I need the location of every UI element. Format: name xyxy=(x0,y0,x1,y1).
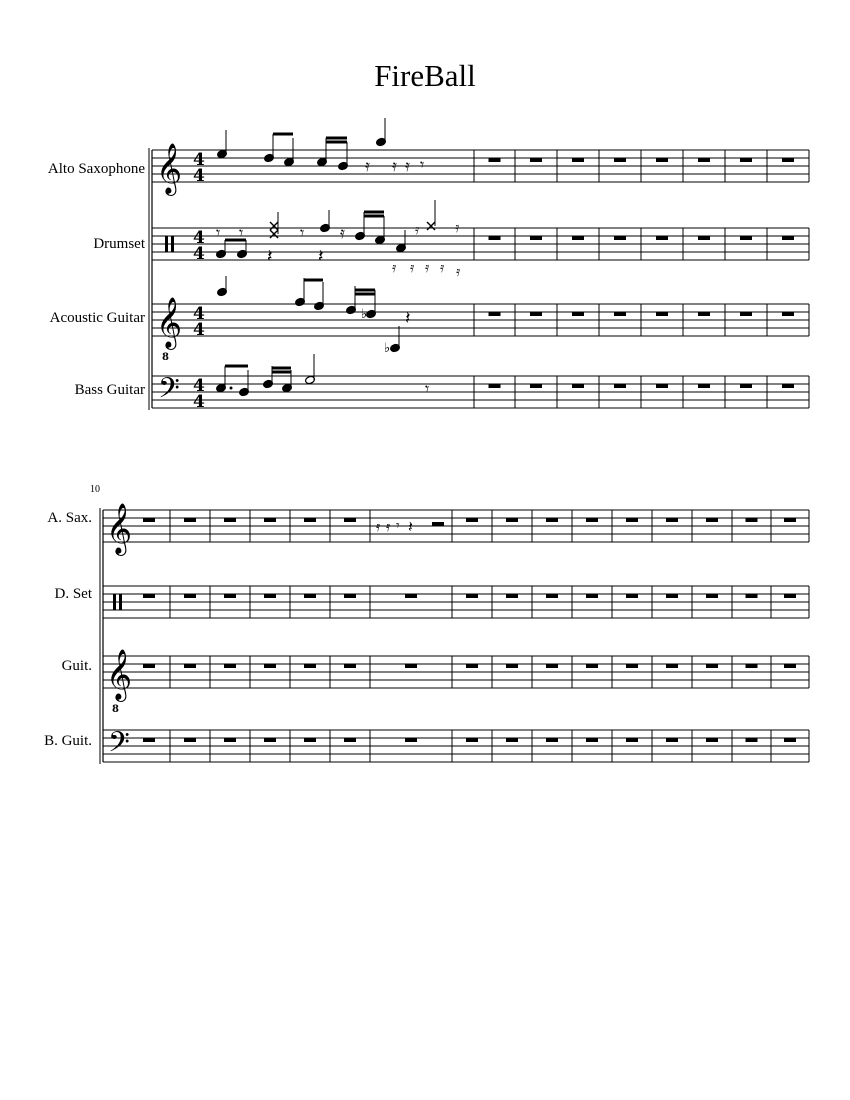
staff-system2-0 xyxy=(103,510,809,542)
sixteenth-rest: 𝄿 xyxy=(376,519,381,535)
whole-rest xyxy=(706,664,718,668)
whole-rest xyxy=(614,384,626,388)
whole-rest xyxy=(466,594,478,598)
octave-mark: 8 xyxy=(112,704,119,715)
time-signature-denominator: 4 xyxy=(193,166,205,186)
whole-rest xyxy=(143,594,155,598)
staff-label-drumset: Drumset xyxy=(93,236,145,252)
whole-rest xyxy=(405,594,417,598)
sixteenth-rest: 𝄿 xyxy=(365,156,370,175)
whole-rest xyxy=(143,664,155,668)
whole-rest xyxy=(740,384,752,388)
staff-system2-1 xyxy=(103,586,809,618)
whole-rest xyxy=(506,664,518,668)
whole-rest xyxy=(572,384,584,388)
whole-rest xyxy=(546,664,558,668)
whole-rest xyxy=(626,594,638,598)
whole-rest xyxy=(586,518,598,522)
whole-rest xyxy=(489,384,501,388)
sixteenth-rest: 𝄿 xyxy=(340,223,345,242)
staff-system2-2 xyxy=(103,656,809,688)
whole-rest xyxy=(698,312,710,316)
staff-system2-3 xyxy=(103,730,809,762)
whole-rest xyxy=(784,738,796,742)
sixteenth-rest: 𝄿 xyxy=(425,260,430,276)
whole-rest xyxy=(405,738,417,742)
whole-rest xyxy=(656,312,668,316)
measure-number: 10 xyxy=(90,484,100,495)
time-signature-numerator: 4 xyxy=(193,376,205,396)
sixteenth-rest: 𝄿 xyxy=(410,260,415,276)
whole-rest xyxy=(530,158,542,162)
whole-rest xyxy=(626,738,638,742)
whole-rest xyxy=(506,594,518,598)
time-signature-numerator: 4 xyxy=(193,304,205,324)
whole-rest xyxy=(466,664,478,668)
whole-rest xyxy=(344,664,356,668)
staff-label-a-sax: A. Sax. xyxy=(47,510,92,526)
whole-rest xyxy=(184,664,196,668)
whole-rest xyxy=(546,594,558,598)
whole-rest xyxy=(626,518,638,522)
time-signature-denominator: 4 xyxy=(193,392,205,412)
sixteenth-rest: 𝄿 xyxy=(415,222,420,238)
whole-rest xyxy=(304,594,316,598)
sixteenth-rest: 𝄿 xyxy=(405,156,410,175)
quarter-rest: 𝄽 xyxy=(267,246,273,267)
treble-clef-icon: 𝄞 xyxy=(106,649,133,700)
whole-rest xyxy=(344,738,356,742)
whole-rest xyxy=(586,738,598,742)
whole-rest xyxy=(264,738,276,742)
whole-rest xyxy=(489,236,501,240)
whole-rest xyxy=(304,738,316,742)
whole-rest xyxy=(586,594,598,598)
whole-rest xyxy=(344,594,356,598)
whole-rest xyxy=(304,518,316,522)
eighth-rest: 𝄾 xyxy=(425,379,430,398)
time-signature-denominator: 4 xyxy=(193,320,205,340)
whole-rest xyxy=(626,664,638,668)
percussion-clef-icon xyxy=(171,236,174,252)
whole-rest xyxy=(666,518,678,522)
whole-rest xyxy=(586,664,598,668)
whole-rest xyxy=(784,518,796,522)
whole-rest xyxy=(572,236,584,240)
whole-rest xyxy=(614,158,626,162)
score-title: FireBall xyxy=(374,58,476,93)
whole-rest xyxy=(746,594,758,598)
whole-rest xyxy=(489,158,501,162)
whole-rest xyxy=(530,236,542,240)
whole-rest xyxy=(656,236,668,240)
whole-rest xyxy=(706,738,718,742)
whole-rest xyxy=(304,664,316,668)
octave-mark: 8 xyxy=(162,352,169,363)
whole-rest xyxy=(546,738,558,742)
staff-system1-2 xyxy=(152,304,809,336)
staff-label-guit: Guit. xyxy=(61,658,92,674)
whole-rest xyxy=(740,312,752,316)
percussion-clef-icon xyxy=(165,236,168,252)
staff-label-alto-saxophone: Alto Saxophone xyxy=(47,161,145,177)
whole-rest xyxy=(746,518,758,522)
whole-rest xyxy=(740,236,752,240)
eighth-rest: 𝄾 xyxy=(216,223,221,242)
whole-rest xyxy=(784,594,796,598)
whole-rest xyxy=(656,158,668,162)
flat-sign: ♭ xyxy=(361,307,368,322)
whole-rest xyxy=(706,518,718,522)
staff-system1-0 xyxy=(152,150,809,182)
sixteenth-rest: 𝄿 xyxy=(455,220,460,236)
quarter-rest: 𝄽 xyxy=(405,308,411,329)
bass-clef-icon: 𝄢 xyxy=(108,726,130,766)
eighth-rest: 𝄾 xyxy=(239,223,244,242)
whole-rest xyxy=(466,518,478,522)
whole-rest xyxy=(143,738,155,742)
whole-rest xyxy=(782,312,794,316)
whole-rest xyxy=(530,312,542,316)
whole-rest xyxy=(698,158,710,162)
whole-rest xyxy=(489,312,501,316)
whole-rest xyxy=(572,312,584,316)
eighth-rest: 𝄾 xyxy=(300,223,305,242)
whole-rest xyxy=(656,384,668,388)
whole-rest xyxy=(782,236,794,240)
sixteenth-rest: 𝄿 xyxy=(440,260,445,276)
whole-rest xyxy=(698,384,710,388)
whole-rest xyxy=(784,664,796,668)
quarter-rest: 𝄽 xyxy=(408,517,413,536)
whole-rest xyxy=(506,738,518,742)
flat-sign: ♭ xyxy=(384,341,391,356)
whole-rest xyxy=(184,594,196,598)
staff-system1-1 xyxy=(152,228,809,260)
whole-rest xyxy=(614,236,626,240)
bass-clef-icon: 𝄢 xyxy=(158,372,180,412)
whole-rest xyxy=(344,518,356,522)
whole-rest xyxy=(224,738,236,742)
staff-label-d-set: D. Set xyxy=(54,586,92,602)
whole-rest xyxy=(698,236,710,240)
treble-clef-icon: 𝄞 xyxy=(106,503,133,554)
staff-label-b-guit: B. Guit. xyxy=(44,733,92,749)
whole-rest xyxy=(143,518,155,522)
half-rest xyxy=(432,522,444,526)
treble-clef-icon: 𝄞 xyxy=(156,143,183,194)
whole-rest xyxy=(666,738,678,742)
sixteenth-rest: 𝄿 xyxy=(386,519,391,535)
whole-rest xyxy=(224,518,236,522)
whole-rest xyxy=(224,594,236,598)
whole-rest xyxy=(184,518,196,522)
dot xyxy=(230,387,233,390)
whole-rest xyxy=(782,158,794,162)
eighth-rest: 𝄾 xyxy=(420,155,425,174)
sixteenth-rest: 𝄿 xyxy=(392,260,397,276)
whole-rest xyxy=(184,738,196,742)
time-signature-numerator: 4 xyxy=(193,150,205,170)
whole-rest xyxy=(264,594,276,598)
whole-rest xyxy=(666,664,678,668)
sixteenth-rest: 𝄿 xyxy=(392,156,397,175)
time-signature-denominator: 4 xyxy=(193,244,205,264)
whole-rest xyxy=(572,158,584,162)
whole-rest xyxy=(546,518,558,522)
treble-clef-icon: 𝄞 xyxy=(156,297,183,348)
whole-rest xyxy=(224,664,236,668)
staff-system1-3 xyxy=(152,376,809,408)
percussion-clef-icon xyxy=(113,594,116,610)
whole-rest xyxy=(740,158,752,162)
whole-rest xyxy=(746,664,758,668)
quarter-rest: 𝄽 xyxy=(318,246,324,267)
time-signature-numerator: 4 xyxy=(193,228,205,248)
whole-rest xyxy=(746,738,758,742)
whole-rest xyxy=(506,518,518,522)
whole-rest xyxy=(405,664,417,668)
whole-rest xyxy=(466,738,478,742)
whole-rest xyxy=(706,594,718,598)
sixteenth-rest: 𝄿 xyxy=(456,264,461,280)
whole-rest xyxy=(666,594,678,598)
whole-rest xyxy=(782,384,794,388)
whole-rest xyxy=(530,384,542,388)
whole-rest xyxy=(614,312,626,316)
staff-label-bass-guitar: Bass Guitar xyxy=(74,382,145,398)
percussion-clef-icon xyxy=(119,594,122,610)
whole-rest xyxy=(264,518,276,522)
staff-label-acoustic-guitar: Acoustic Guitar xyxy=(49,310,145,326)
whole-rest xyxy=(264,664,276,668)
eighth-rest: 𝄾 xyxy=(396,518,400,534)
